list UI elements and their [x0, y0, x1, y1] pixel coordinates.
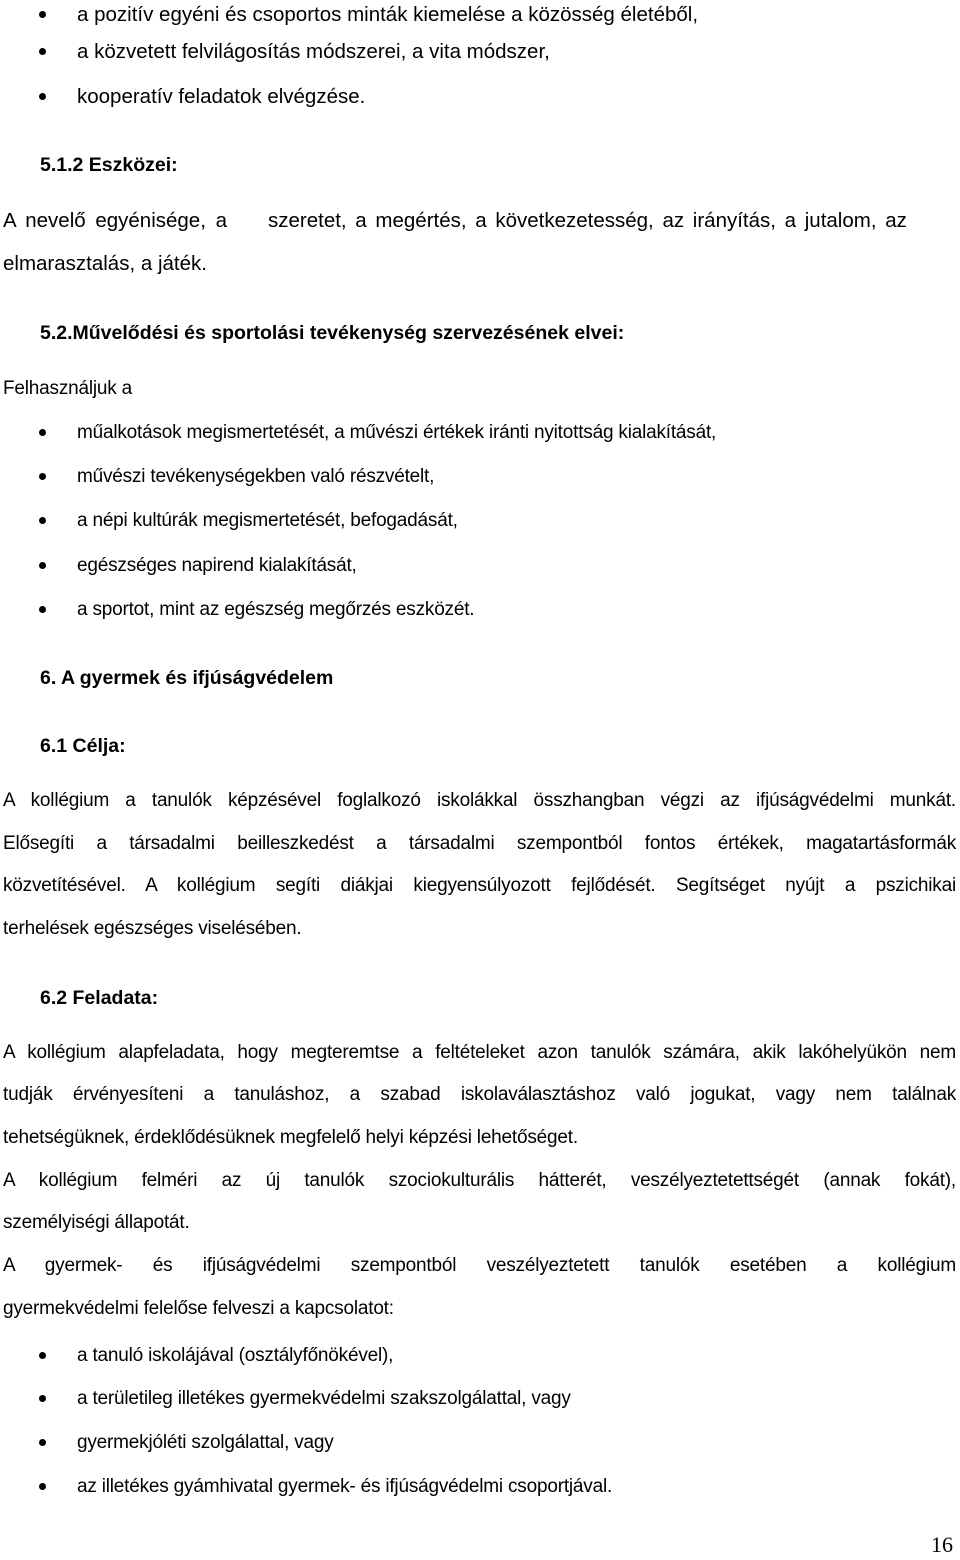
- paragraph-line: Elősegíti a társadalmi beilleszkedést a társadalmi szempontból fontos értékek, magatartásformák: [3, 833, 956, 854]
- list-item: a népi kultúrák megismertetését, befogadását,: [0, 506, 960, 536]
- paragraph-line: elmarasztalás, a játék.: [3, 252, 207, 275]
- list-item: műalkotások megismertetését, a művészi értékek iránti nyitottság kialakítását,: [0, 418, 960, 448]
- paragraph-line: A kollégium alapfeladata, hogy megteremtse a feltételeket azon tanulók számára, akik lakóhelyükön nem: [3, 1042, 956, 1063]
- paragraph-line: A nevelő egyénisége, a szeretet, a megértés, a következetesség, az irányítás, a jutalom, az: [3, 209, 907, 232]
- list-item: gyermekjóléti szolgálattal, vagy: [0, 1428, 960, 1458]
- list-item: a területileg illetékes gyermekvédelmi szakszolgálattal, vagy: [0, 1384, 960, 1414]
- paragraph-line: tehetségüknek, érdeklődésüknek megfelelő helyi képzési lehetőséget.: [3, 1127, 578, 1148]
- paragraph-line: személyiségi állapotát.: [3, 1212, 190, 1233]
- list-item: a tanuló iskolájával (osztályfőnökével),: [0, 1341, 960, 1371]
- section-heading-6-2: 6.2 Feladata:: [40, 987, 159, 1009]
- section-heading-5-2: 5.2.Művelődési és sportolási tevékenység szervezésének elvei:: [40, 322, 625, 344]
- paragraph-line: A kollégium felméri az új tanulók szociokulturális hátterét, veszélyeztetettségét (annak fokát),: [3, 1170, 956, 1191]
- list-item: kooperatív feladatok elvégzése.: [0, 82, 960, 112]
- section-heading-5-1-2: 5.1.2 Eszközei:: [40, 154, 178, 176]
- paragraph-line: A kollégium a tanulók képzésével foglalkozó iskolákkal összhangban végzi az ifjúságvédelmi munkát.: [3, 790, 956, 811]
- page-number: 16: [931, 1532, 953, 1557]
- section-heading-6: 6. A gyermek és ifjúságvédelem: [40, 667, 334, 689]
- list-item: a közvetett felvilágosítás módszerei, a vita módszer,: [0, 37, 960, 67]
- paragraph-line: Felhasználjuk a: [3, 378, 133, 399]
- list-item: a pozitív egyéni és csoportos minták kiemelése a közösség életéből,: [0, 0, 960, 30]
- paragraph-line: terhelések egészséges viselésében.: [3, 918, 302, 939]
- paragraph-line: gyermekvédelmi felelőse felveszi a kapcsolatot:: [3, 1298, 394, 1319]
- list-item: a sportot, mint az egészség megőrzés eszközét.: [0, 595, 960, 625]
- section-heading-6-1: 6.1 Célja:: [40, 735, 126, 757]
- paragraph-line: A gyermek- és ifjúságvédelmi szempontból veszélyeztetett tanulók esetében a kollégium: [3, 1255, 956, 1276]
- paragraph-line: tudják érvényesíteni a tanuláshoz, a szabad iskolaválasztáshoz való jogukat, vagy nem találnak: [3, 1084, 956, 1105]
- list-item: művészi tevékenységekben való részvételt,: [0, 462, 960, 492]
- paragraph-line: közvetítésével. A kollégium segíti diákjai kiegyensúlyozott fejlődését. Segítséget nyújt a pszichikai: [3, 875, 956, 896]
- list-item: egészséges napirend kialakítását,: [0, 551, 960, 581]
- list-item: az illetékes gyámhivatal gyermek- és ifjúságvédelmi csoportjával.: [0, 1472, 960, 1502]
